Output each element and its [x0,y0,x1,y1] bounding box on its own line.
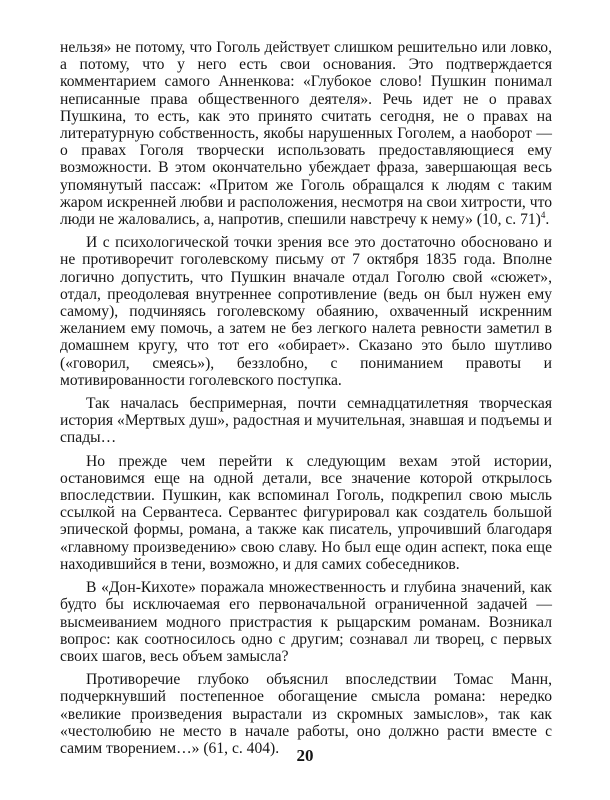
paragraph-6: Противоречие глубоко объяснил впоследствии Томас Манн, подчеркнувший постепенное обогащение смысла романа: нередко «великие произведения вырастали из скромных замыслов», так как «честолюбию не место в начале работы, оно должно расти вместе с самим творением…» (61, с. 404). [60,671,552,757]
page-body [60,39,552,757]
paragraph-5: В «Дон-Кихоте» поражала множественность и глубина значений, как будто бы исключаемая его первоначальной ограниченной задачей — высмеиванием модного пристрастия к рыцарским романам. Возникал вопрос: как соотносилось одно с другим; сознавал ли творец, с первых своих шагов, весь объем замысла? [60,579,552,665]
paragraph-1 [60,39,552,228]
paragraph-3: Так началась беспримерная, почти семнадцатилетняя творческая история «Мертвых душ», радостная и мучительная, знавшая и подъемы и спады… [60,395,552,447]
paragraph-4: Но прежде чем перейти к следующим вехам этой истории, остановимся еще на одной детали, все значение которой открылось впоследствии. Пушкин, как вспоминал Гоголь, подкрепил свою мысль ссылкой на Сервантеса. Сервантес фигурировал как создатель большой эпической формы, романа, а также как писатель, упрочивший благодаря «главному произведению» свою славу. Но был еще один аспект, пока еще находившийся в тени, возможно, и для самих собеседников. [60,452,552,573]
footnote-marker[interactable]: 4 [540,209,546,220]
page-number: 20 [296,746,314,765]
paragraph-2: И с психологической точки зрения все это достаточно обосновано и не противоречит гоголевскому письму от 7 октября 1835 года. Вполне логично допустить, что Пушкин вначале отдал Гоголю свой «сюжет», отдал, преодолевая внутреннее сопротивление (ведь он был нужен ему самому), подчиняясь гоголевскому обаянию, охваченный искренним желанием ему помочь, а затем не без легкого налета ревности заметил в домашнем кругу, что тот его «обирает». Сказано это было шутливо («говорил, смеясь»), беззлобно, с пониманием правоты и мотивированности гоголевского поступка. [60,234,552,389]
paragraph-1-text: нельзя» не потому, что Гоголь действует слишком решительно или ловко, а потому, что у него есть свои основания. Это подтверждается комментарием самого Анненкова: «Глубокое слово! Пушкин понимал неписанные права общественного деятеля». Речь идет не о правах Пушкина, то есть, как это принято считать сегодня, не о правах на литературную собственность, якобы нарушенных Гоголем, а наоборот — о правах Гоголя творчески использовать предоставляющиеся ему возможности. В этом окончательно убеждает фраза, завершающая весь упомянутый пассаж: «Притом же Гоголь обращался к людям с таким жаром искренней любви и расположения, несмотря на свои хитрости, что люди не жаловались, а, напротив, спешили навстречу к нему» (10, с. 71) [60,39,552,229]
paragraph-1-end: . [545,211,550,229]
